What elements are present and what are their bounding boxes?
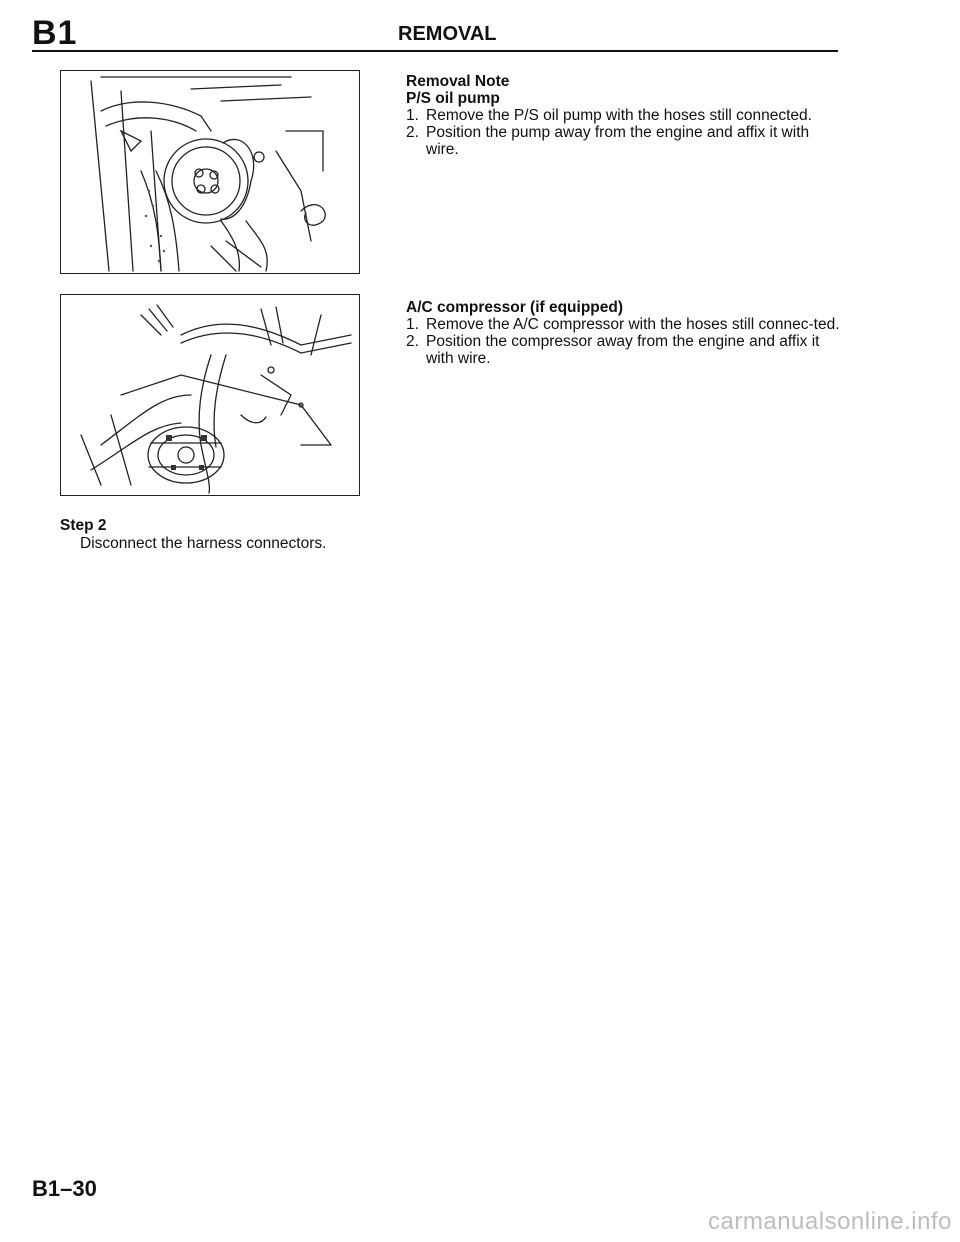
page-title: REMOVAL (398, 23, 497, 45)
step-text: Position the compressor away from the engine and affix it with wire. (426, 333, 820, 367)
step-number: 2. (406, 333, 419, 350)
list-item (406, 124, 846, 158)
step-number: 1. (406, 107, 419, 124)
ps-oil-pump-figure (60, 70, 360, 274)
ac-compressor-heading: A/C compressor (if equipped) (406, 299, 624, 316)
ac-compressor-section (406, 299, 846, 367)
ac-compressor-figure (60, 294, 360, 496)
step-number: 1. (406, 316, 419, 333)
list-item (406, 316, 846, 333)
step-number: 2. (406, 124, 419, 141)
list-item (406, 333, 846, 367)
step2-text: Disconnect the harness connectors. (80, 535, 327, 552)
ps-oil-pump-steps (406, 107, 846, 158)
step2-heading: Step 2 (60, 517, 107, 534)
page-number: B1–30 (32, 1176, 97, 1201)
watermark: carmanualsonline.info (708, 1208, 952, 1235)
removal-note-section (406, 73, 846, 158)
list-item (406, 107, 846, 124)
ac-compressor-steps (406, 316, 846, 367)
step2-section (60, 517, 326, 553)
ps-oil-pump-illustration-icon (61, 71, 359, 273)
ac-compressor-illustration-icon (61, 295, 359, 495)
step-text: Remove the A/C compressor with the hoses still connec-ted. (426, 316, 840, 333)
ps-oil-pump-heading: P/S oil pump (406, 90, 500, 107)
step-text: Remove the P/S oil pump with the hoses still connected. (426, 107, 812, 124)
removal-note-heading: Removal Note (406, 73, 510, 90)
section-code: B1 (32, 14, 78, 52)
step-text: Position the pump away from the engine and affix it with wire. (426, 124, 810, 158)
header-rule (32, 50, 838, 52)
